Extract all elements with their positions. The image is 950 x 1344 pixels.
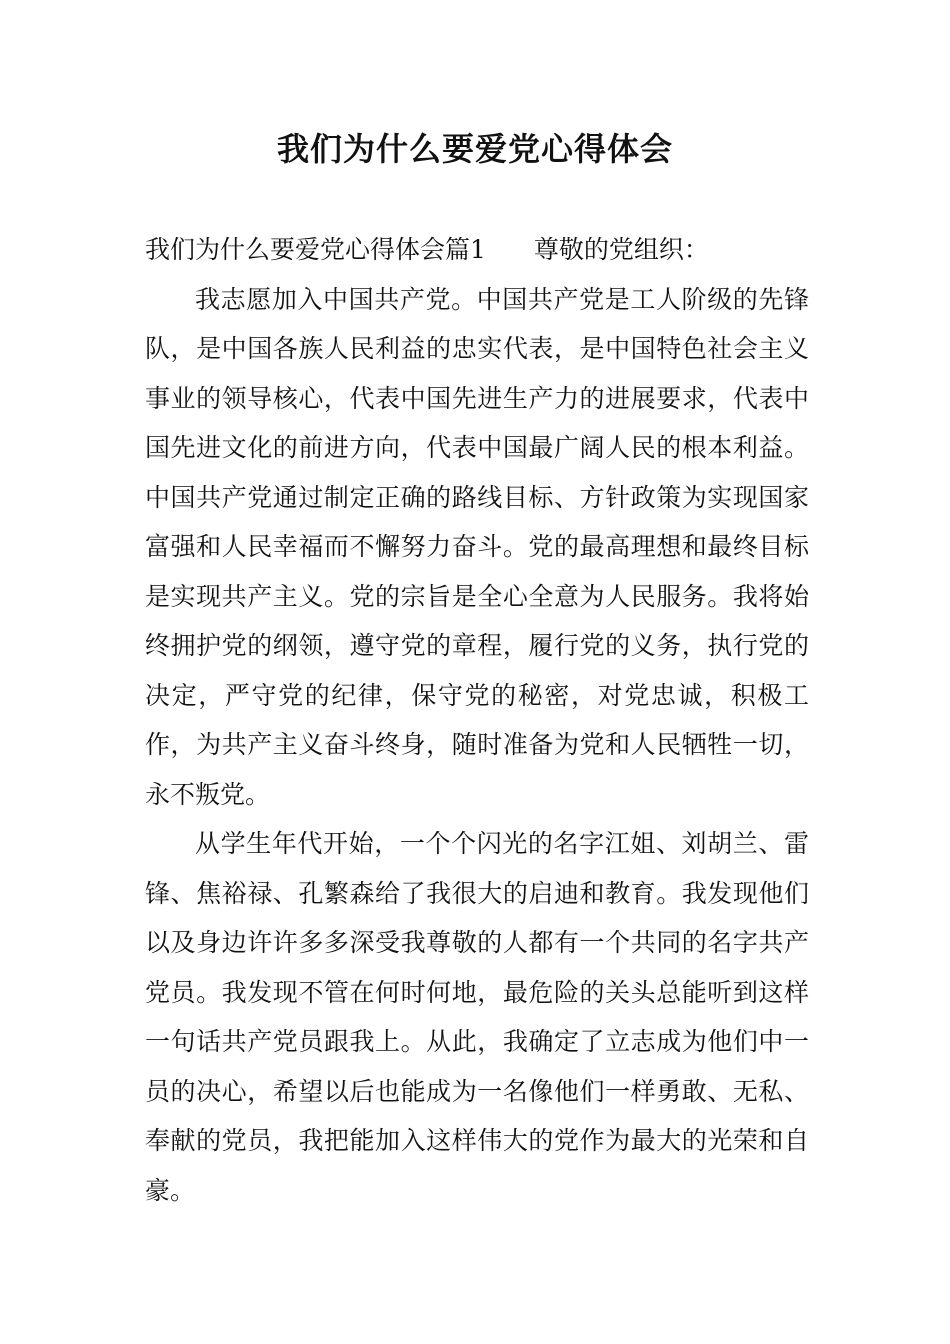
document-title: 我们为什么要爱党心得体会: [276, 130, 673, 168]
document-body: [145, 225, 809, 1215]
salutation: 尊敬的党组织：: [533, 235, 709, 264]
paragraph-2: 从学生年代开始，一个个闪光的名字江姐、刘胡兰、雷锋、焦裕禄、孔繁森给了我很大的启迪和教育。我发现他们以及身边许许多多深受我尊敬的人都有一个共同的名字共产党员。我发现不管在何时何地，最危险的关头总能听到这样一句话共产党员跟我上。从此，我确定了立志成为他们中一员的决心，希望以后也能成为一名像他们一样勇敢、无私、奉献的党员，我把能加入这样伟大的党作为最大的光荣和自豪。: [145, 829, 809, 1205]
section-heading: 我们为什么要爱党心得体会篇1: [145, 235, 486, 264]
intro-line: [145, 225, 809, 275]
paragraph-1: 我志愿加入中国共产党。中国共产党是工人阶级的先锋队，是中国各族人民利益的忠实代表，是中国特色社会主义事业的领导核心，代表中国先进生产力的进展要求，代表中国先进文化的前进方向，代表中国最广阔人民的根本利益。中国共产党通过制定正确的路线目标、方针政策为实现国家富强和人民幸福而不懈努力奋斗。党的最高理想和最终目标是实现共产主义。党的宗旨是全心全意为人民服务。我将始终拥护党的纲领，遵守党的章程，履行党的义务，执行党的决定，严守党的纪律，保守党的秘密，对党忠诚，积极工作，为共产主义奋斗终身，随时准备为党和人民牺牲一切，永不叛党。: [145, 284, 809, 809]
